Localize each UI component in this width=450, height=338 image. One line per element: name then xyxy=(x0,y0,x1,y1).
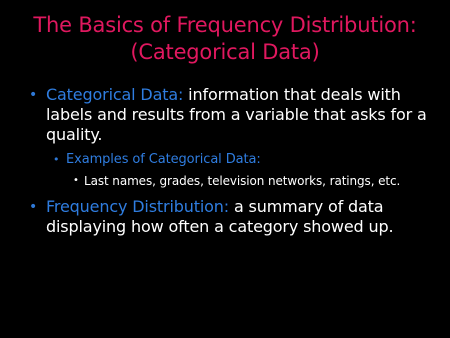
sub-bullet-marker: • xyxy=(53,153,60,166)
term-categorical-data: Categorical Data: xyxy=(46,85,184,104)
bullet-marker: • xyxy=(29,87,38,103)
examples-heading: Examples of Categorical Data: xyxy=(66,152,261,167)
slide-title-line-1: The Basics of Frequency Distribution: xyxy=(33,13,417,37)
slide-title xyxy=(0,12,450,66)
bullet-marker: • xyxy=(29,199,38,215)
term-frequency-distribution: Frequency Distribution: xyxy=(46,197,230,216)
sub-bullet-examples xyxy=(53,151,426,168)
sub-sub-bullet-marker: • xyxy=(73,175,79,186)
bullet-categorical-data xyxy=(29,85,430,145)
bullet-frequency-distribution xyxy=(29,197,430,237)
definition-frequency-distribution: a summary of data displaying how often a category showed up. xyxy=(46,197,394,236)
slide-body xyxy=(0,85,450,243)
examples-list: Last names, grades, television networks, ratings, etc. xyxy=(84,174,401,188)
definition-categorical-data: information that deals with labels and results from a variable that asks for a quality. xyxy=(46,85,427,144)
slide-title-line-2: (Categorical Data) xyxy=(130,40,320,64)
sub-sub-bullet-examples-list xyxy=(73,173,434,189)
